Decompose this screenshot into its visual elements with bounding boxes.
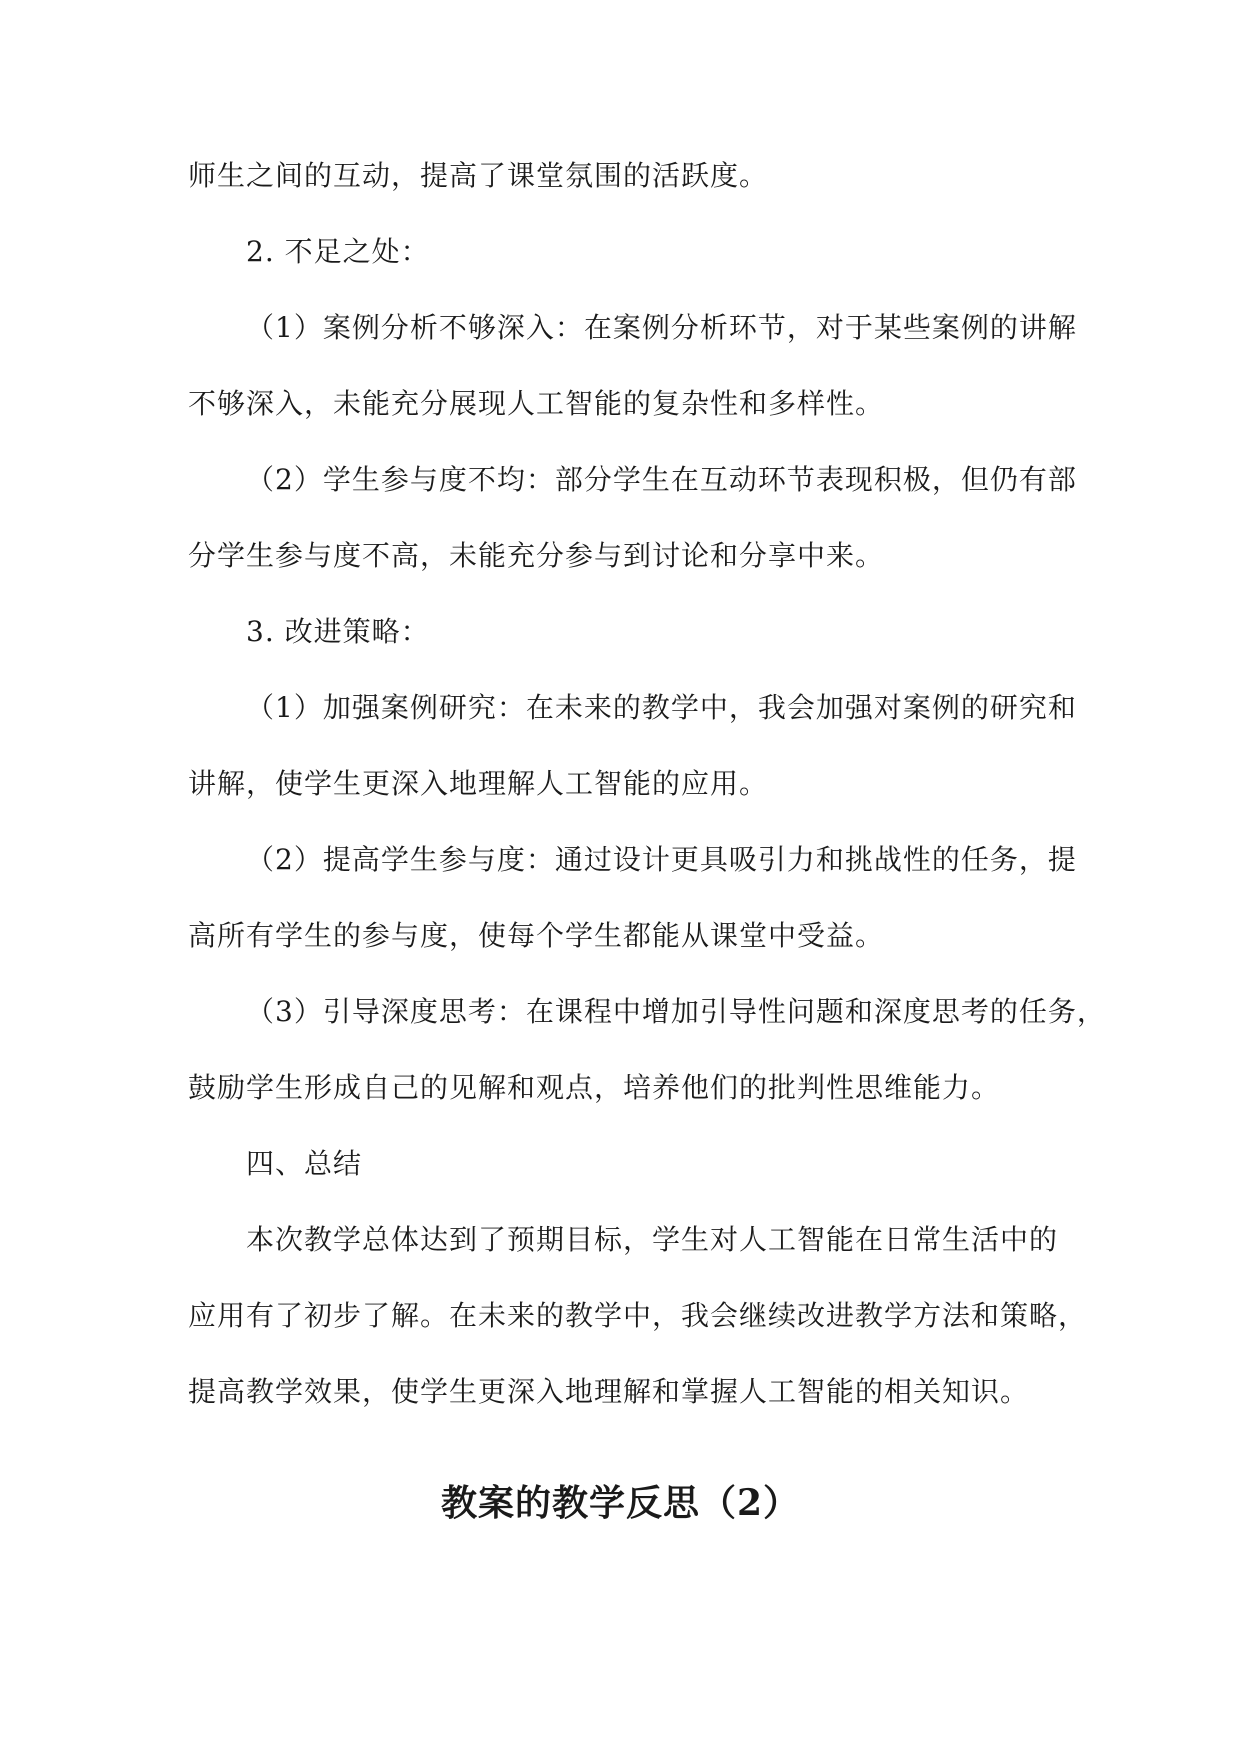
- text-line-6: 分学生参与度不高，未能充分参与到讨论和分享中来。: [188, 539, 885, 572]
- text-line-2: 2. 不足之处：: [246, 235, 430, 268]
- text-line-12: （3）引导深度思考：在课程中增加引导性问题和深度思考的任务，: [246, 995, 1106, 1028]
- text-line-9: 讲解，使学生更深入地理解人工智能的应用。: [188, 767, 769, 800]
- text-line-10: （2）提高学生参与度：通过设计更具吸引力和挑战性的任务，提: [246, 843, 1077, 876]
- section-heading-summary: 四、总结: [246, 1147, 363, 1180]
- text-line-3: （1）案例分析不够深入：在案例分析环节，对于某些案例的讲解: [246, 311, 1077, 344]
- text-line-11: 高所有学生的参与度，使每个学生都能从课堂中受益。: [188, 919, 885, 952]
- text-line-16: 应用有了初步了解。在未来的教学中，我会继续改进教学方法和策略，: [188, 1299, 1088, 1332]
- text-line-13: 鼓励学生形成自己的见解和观点，培养他们的批判性思维能力。: [188, 1071, 1001, 1104]
- text-line-8: （1）加强案例研究：在未来的教学中，我会加强对案例的研究和: [246, 691, 1077, 724]
- text-line-15: 本次教学总体达到了预期目标，学生对人工智能在日常生活中的: [246, 1223, 1059, 1256]
- document-heading: 教案的教学反思（2）: [440, 1482, 801, 1524]
- text-line-7: 3. 改进策略：: [246, 615, 430, 648]
- text-line-5: （2）学生参与度不均：部分学生在互动环节表现积极，但仍有部: [246, 463, 1077, 496]
- text-line-4: 不够深入，未能充分展现人工智能的复杂性和多样性。: [188, 387, 885, 420]
- text-line-1: 师生之间的互动，提高了课堂氛围的活跃度。: [188, 159, 769, 192]
- text-line-17: 提高教学效果，使学生更深入地理解和掌握人工智能的相关知识。: [188, 1375, 1030, 1408]
